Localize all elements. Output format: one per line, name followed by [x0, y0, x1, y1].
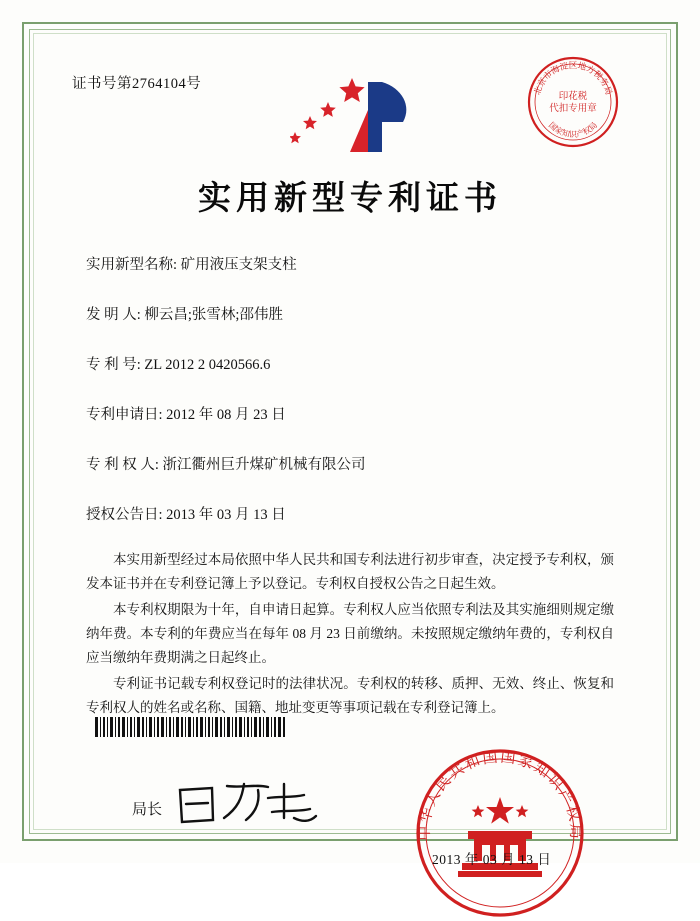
field-value: 浙江衢州巨升煤矿机械有限公司	[162, 457, 366, 473]
national-stamp-icon	[412, 745, 588, 921]
legal-text-block	[86, 548, 614, 722]
director-label: 局长	[132, 802, 163, 818]
field-value: 2013 年 03 月 13 日	[166, 507, 286, 523]
field-row	[86, 255, 616, 275]
field-label: 专利申请日:	[86, 407, 163, 423]
svg-text:中华人民共和国国家知识产权局: 中华人民共和国国家知识产权局	[414, 747, 586, 841]
svg-text:代扣专用章: 代扣专用章	[549, 103, 597, 114]
tax-stamp-icon	[526, 55, 620, 149]
legal-paragraph: 本专利权期限为十年，自申请日起算。专利权人应当依照专利法及其实施细则规定缴纳年费。本专利的年费应当在每年 08 月 23 日前缴纳。未按照规定缴纳年费的，专利权自应当缴纳年费期满之日起终止。	[86, 602, 614, 665]
field-value: 矿用液压支架支柱	[180, 257, 297, 273]
field-label: 专 利 权 人:	[86, 457, 159, 473]
field-label: 专 利 号:	[86, 357, 141, 373]
field-row	[86, 305, 616, 325]
legal-paragraph: 本实用新型经过本局依照中华人民共和国专利法进行初步审查，决定授予专利权，颁发本证书并在专利登记簿上予以登记。专利权自授权公告之日起生效。	[86, 552, 614, 591]
field-row	[86, 355, 616, 375]
svg-text:印花税: 印花税	[558, 91, 588, 102]
director-signature	[172, 778, 322, 830]
field-value: 2012 年 08 月 23 日	[166, 407, 286, 423]
page-title: 实用新型专利证书	[198, 178, 502, 217]
field-label: 授权公告日:	[86, 507, 163, 523]
svg-text:北京市海淀区地方税务局: 北京市海淀区地方税务局	[532, 61, 614, 97]
issue-date: 2013 年 03 月 13 日	[432, 852, 552, 867]
field-row	[86, 405, 616, 425]
sipo-logo-icon	[290, 72, 418, 158]
field-value: 柳云昌;张雪林;邵伟胜	[144, 307, 283, 323]
field-row	[86, 505, 616, 525]
legal-paragraph: 专利证书记载专利权登记时的法律状况。专利权的转移、质押、无效、终止、恢复和专利权人的姓名或名称、国籍、地址变更等事项记载在专利登记簿上。	[86, 676, 614, 715]
certificate-number: 证书号第2764104号	[72, 76, 202, 92]
field-list	[86, 255, 616, 555]
barcode	[95, 717, 285, 737]
field-value: ZL 2012 2 0420566.6	[144, 357, 271, 373]
field-row	[86, 455, 616, 475]
svg-text:国家知识产权局: 国家知识产权局	[546, 120, 600, 139]
field-label: 发 明 人:	[86, 307, 141, 323]
field-label: 实用新型名称:	[86, 257, 178, 273]
